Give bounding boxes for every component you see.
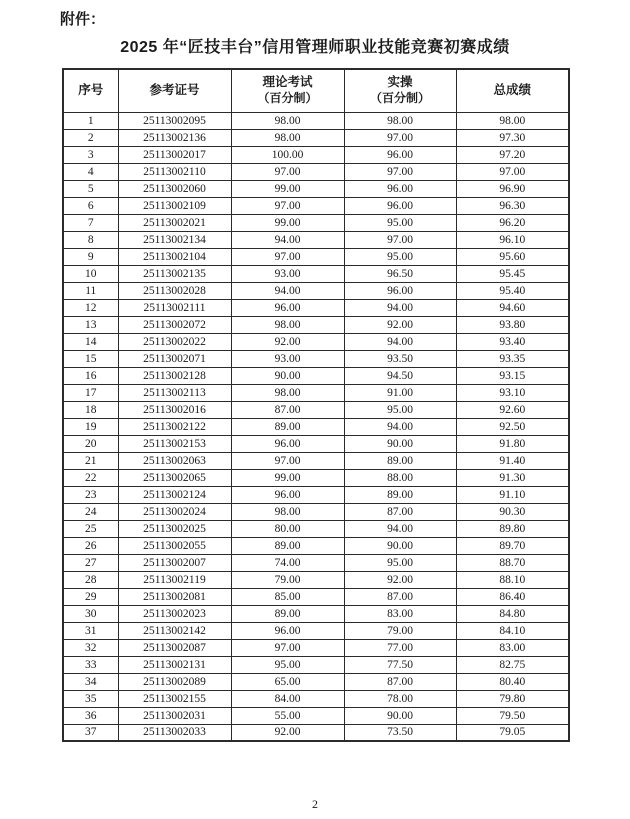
cell-exam-id: 25113002119 [118, 571, 231, 588]
table-row [63, 367, 569, 384]
cell-practical-score: 93.50 [344, 350, 456, 367]
table-row [63, 316, 569, 333]
table-row [63, 146, 569, 163]
col-header-total-label: 总成绩 [493, 82, 531, 97]
col-header-practical-sublabel: （百分制） [369, 91, 430, 106]
cell-practical-score: 87.00 [344, 588, 456, 605]
cell-exam-id: 25113002089 [118, 673, 231, 690]
cell-total-score: 93.15 [456, 367, 569, 384]
cell-exam-id: 25113002022 [118, 333, 231, 350]
cell-total-score: 95.40 [456, 282, 569, 299]
cell-practical-score: 90.00 [344, 537, 456, 554]
cell-exam-id: 25113002128 [118, 367, 231, 384]
cell-exam-id: 25113002113 [118, 384, 231, 401]
cell-practical-score: 87.00 [344, 503, 456, 520]
cell-total-score: 79.05 [456, 724, 569, 741]
table-body [63, 112, 569, 741]
table-row [63, 180, 569, 197]
table-row [63, 112, 569, 129]
cell-exam-id: 25113002124 [118, 486, 231, 503]
table-row [63, 571, 569, 588]
cell-exam-id: 25113002134 [118, 231, 231, 248]
cell-total-score: 93.35 [456, 350, 569, 367]
cell-practical-score: 96.00 [344, 180, 456, 197]
cell-total-score: 93.80 [456, 316, 569, 333]
cell-exam-id: 25113002104 [118, 248, 231, 265]
table-row [63, 503, 569, 520]
cell-theory-score: 92.00 [231, 724, 344, 741]
cell-exam-id: 25113002155 [118, 690, 231, 707]
cell-total-score: 96.90 [456, 180, 569, 197]
cell-exam-id: 25113002122 [118, 418, 231, 435]
cell-practical-score: 96.00 [344, 146, 456, 163]
table-row [63, 333, 569, 350]
cell-practical-score: 89.00 [344, 452, 456, 469]
table-row [63, 469, 569, 486]
attachment-label: 附件： [60, 11, 106, 28]
cell-practical-score: 94.00 [344, 520, 456, 537]
cell-theory-score: 96.00 [231, 299, 344, 316]
cell-index: 21 [63, 452, 118, 469]
cell-exam-id: 25113002023 [118, 605, 231, 622]
cell-index: 14 [63, 333, 118, 350]
cell-index: 30 [63, 605, 118, 622]
table-row [63, 452, 569, 469]
table-row [63, 214, 569, 231]
cell-practical-score: 94.50 [344, 367, 456, 384]
table-row [63, 588, 569, 605]
cell-exam-id: 25113002135 [118, 265, 231, 282]
cell-theory-score: 89.00 [231, 418, 344, 435]
cell-practical-score: 79.00 [344, 622, 456, 639]
cell-total-score: 82.75 [456, 656, 569, 673]
cell-exam-id: 25113002025 [118, 520, 231, 537]
cell-theory-score: 96.00 [231, 486, 344, 503]
cell-exam-id: 25113002072 [118, 316, 231, 333]
table-row [63, 673, 569, 690]
cell-total-score: 89.80 [456, 520, 569, 537]
cell-theory-score: 84.00 [231, 690, 344, 707]
cell-index: 29 [63, 588, 118, 605]
cell-total-score: 86.40 [456, 588, 569, 605]
cell-exam-id: 25113002095 [118, 112, 231, 129]
col-header-exam-id-label: 参考证号 [149, 82, 200, 97]
cell-total-score: 95.60 [456, 248, 569, 265]
cell-exam-id: 25113002142 [118, 622, 231, 639]
cell-total-score: 88.10 [456, 571, 569, 588]
page-number: 2 [312, 797, 318, 811]
cell-practical-score: 97.00 [344, 163, 456, 180]
cell-total-score: 91.80 [456, 435, 569, 452]
col-header-theory [231, 69, 344, 112]
cell-practical-score: 96.00 [344, 282, 456, 299]
cell-theory-score: 94.00 [231, 282, 344, 299]
cell-theory-score: 97.00 [231, 197, 344, 214]
cell-total-score: 95.45 [456, 265, 569, 282]
cell-index: 4 [63, 163, 118, 180]
cell-total-score: 93.10 [456, 384, 569, 401]
cell-index: 3 [63, 146, 118, 163]
cell-theory-score: 90.00 [231, 367, 344, 384]
cell-exam-id: 25113002031 [118, 707, 231, 724]
cell-theory-score: 93.00 [231, 350, 344, 367]
cell-practical-score: 88.00 [344, 469, 456, 486]
cell-total-score: 91.30 [456, 469, 569, 486]
cell-total-score: 91.10 [456, 486, 569, 503]
col-header-theory-label: 理论考试 [262, 75, 313, 90]
cell-total-score: 79.80 [456, 690, 569, 707]
cell-total-score: 84.80 [456, 605, 569, 622]
cell-index: 2 [63, 129, 118, 146]
cell-practical-score: 97.00 [344, 231, 456, 248]
table-row [63, 197, 569, 214]
cell-theory-score: 85.00 [231, 588, 344, 605]
cell-theory-score: 97.00 [231, 639, 344, 656]
cell-practical-score: 95.00 [344, 401, 456, 418]
cell-index: 18 [63, 401, 118, 418]
cell-index: 19 [63, 418, 118, 435]
cell-practical-score: 92.00 [344, 571, 456, 588]
table-row [63, 350, 569, 367]
cell-index: 5 [63, 180, 118, 197]
cell-theory-score: 87.00 [231, 401, 344, 418]
cell-total-score: 98.00 [456, 112, 569, 129]
cell-practical-score: 98.00 [344, 112, 456, 129]
cell-exam-id: 25113002028 [118, 282, 231, 299]
cell-index: 26 [63, 537, 118, 554]
cell-practical-score: 90.00 [344, 707, 456, 724]
cell-practical-score: 97.00 [344, 129, 456, 146]
cell-index: 31 [63, 622, 118, 639]
cell-index: 34 [63, 673, 118, 690]
cell-theory-score: 98.00 [231, 503, 344, 520]
table-row [63, 163, 569, 180]
cell-index: 20 [63, 435, 118, 452]
cell-index: 10 [63, 265, 118, 282]
cell-total-score: 93.40 [456, 333, 569, 350]
cell-theory-score: 80.00 [231, 520, 344, 537]
cell-practical-score: 77.00 [344, 639, 456, 656]
table-row [63, 537, 569, 554]
cell-exam-id: 25113002055 [118, 537, 231, 554]
cell-theory-score: 99.00 [231, 180, 344, 197]
cell-index: 17 [63, 384, 118, 401]
cell-index: 25 [63, 520, 118, 537]
col-header-theory-sublabel: （百分制） [257, 91, 318, 106]
cell-index: 23 [63, 486, 118, 503]
cell-exam-id: 25113002016 [118, 401, 231, 418]
cell-theory-score: 93.00 [231, 265, 344, 282]
cell-practical-score: 95.00 [344, 554, 456, 571]
cell-exam-id: 25113002111 [118, 299, 231, 316]
table-row [63, 282, 569, 299]
cell-practical-score: 94.00 [344, 418, 456, 435]
table-row [63, 707, 569, 724]
cell-total-score: 83.00 [456, 639, 569, 656]
table-row [63, 435, 569, 452]
cell-total-score: 79.50 [456, 707, 569, 724]
cell-practical-score: 95.00 [344, 248, 456, 265]
cell-theory-score: 94.00 [231, 231, 344, 248]
cell-practical-score: 91.00 [344, 384, 456, 401]
cell-theory-score: 65.00 [231, 673, 344, 690]
table-row [63, 724, 569, 741]
cell-theory-score: 100.00 [231, 146, 344, 163]
table-row [63, 231, 569, 248]
cell-theory-score: 95.00 [231, 656, 344, 673]
table-row [63, 248, 569, 265]
cell-practical-score: 90.00 [344, 435, 456, 452]
cell-exam-id: 25113002153 [118, 435, 231, 452]
cell-total-score: 94.60 [456, 299, 569, 316]
cell-index: 24 [63, 503, 118, 520]
cell-practical-score: 87.00 [344, 673, 456, 690]
cell-practical-score: 83.00 [344, 605, 456, 622]
cell-index: 9 [63, 248, 118, 265]
cell-theory-score: 89.00 [231, 605, 344, 622]
col-header-index [63, 69, 118, 112]
cell-exam-id: 25113002109 [118, 197, 231, 214]
cell-index: 22 [63, 469, 118, 486]
cell-total-score: 91.40 [456, 452, 569, 469]
table-row [63, 401, 569, 418]
col-header-index-label: 序号 [78, 82, 104, 97]
cell-index: 27 [63, 554, 118, 571]
cell-index: 37 [63, 724, 118, 741]
table-row [63, 418, 569, 435]
cell-index: 35 [63, 690, 118, 707]
cell-total-score: 96.10 [456, 231, 569, 248]
cell-theory-score: 99.00 [231, 214, 344, 231]
cell-theory-score: 99.00 [231, 469, 344, 486]
cell-theory-score: 98.00 [231, 384, 344, 401]
cell-exam-id: 25113002087 [118, 639, 231, 656]
cell-theory-score: 55.00 [231, 707, 344, 724]
cell-exam-id: 25113002060 [118, 180, 231, 197]
table-row [63, 486, 569, 503]
cell-practical-score: 78.00 [344, 690, 456, 707]
cell-theory-score: 96.00 [231, 435, 344, 452]
cell-total-score: 92.50 [456, 418, 569, 435]
cell-total-score: 96.20 [456, 214, 569, 231]
cell-practical-score: 94.00 [344, 299, 456, 316]
cell-exam-id: 25113002017 [118, 146, 231, 163]
table-row [63, 299, 569, 316]
cell-index: 32 [63, 639, 118, 656]
table-row [63, 639, 569, 656]
col-header-practical-label: 实操 [387, 75, 413, 90]
cell-practical-score: 92.00 [344, 316, 456, 333]
table-row [63, 384, 569, 401]
cell-index: 33 [63, 656, 118, 673]
cell-total-score: 88.70 [456, 554, 569, 571]
cell-index: 12 [63, 299, 118, 316]
cell-exam-id: 25113002007 [118, 554, 231, 571]
cell-theory-score: 98.00 [231, 316, 344, 333]
cell-theory-score: 98.00 [231, 112, 344, 129]
cell-total-score: 80.40 [456, 673, 569, 690]
cell-exam-id: 25113002110 [118, 163, 231, 180]
cell-index: 16 [63, 367, 118, 384]
cell-practical-score: 77.50 [344, 656, 456, 673]
cell-exam-id: 25113002065 [118, 469, 231, 486]
cell-total-score: 89.70 [456, 537, 569, 554]
table-row [63, 656, 569, 673]
cell-theory-score: 89.00 [231, 537, 344, 554]
cell-practical-score: 95.00 [344, 214, 456, 231]
cell-index: 8 [63, 231, 118, 248]
cell-practical-score: 96.50 [344, 265, 456, 282]
table-header [63, 69, 569, 112]
cell-total-score: 90.30 [456, 503, 569, 520]
cell-exam-id: 25113002024 [118, 503, 231, 520]
table-row [63, 265, 569, 282]
table-row [63, 520, 569, 537]
cell-exam-id: 25113002071 [118, 350, 231, 367]
table-row [63, 554, 569, 571]
cell-total-score: 97.30 [456, 129, 569, 146]
table-row [63, 605, 569, 622]
cell-total-score: 97.00 [456, 163, 569, 180]
cell-theory-score: 98.00 [231, 129, 344, 146]
cell-index: 6 [63, 197, 118, 214]
cell-total-score: 96.30 [456, 197, 569, 214]
cell-total-score: 92.60 [456, 401, 569, 418]
cell-theory-score: 97.00 [231, 163, 344, 180]
cell-theory-score: 97.00 [231, 452, 344, 469]
cell-theory-score: 92.00 [231, 333, 344, 350]
cell-practical-score: 96.00 [344, 197, 456, 214]
col-header-practical [344, 69, 456, 112]
cell-total-score: 97.20 [456, 146, 569, 163]
cell-total-score: 84.10 [456, 622, 569, 639]
cell-index: 36 [63, 707, 118, 724]
page-title: 2025 年“匠技丰台”信用管理师职业技能竞赛初赛成绩 [120, 39, 510, 56]
cell-exam-id: 25113002063 [118, 452, 231, 469]
cell-theory-score: 79.00 [231, 571, 344, 588]
cell-practical-score: 89.00 [344, 486, 456, 503]
header-row [63, 69, 569, 112]
cell-exam-id: 25113002136 [118, 129, 231, 146]
cell-index: 11 [63, 282, 118, 299]
cell-exam-id: 25113002021 [118, 214, 231, 231]
table-row [63, 690, 569, 707]
cell-theory-score: 96.00 [231, 622, 344, 639]
cell-index: 1 [63, 112, 118, 129]
cell-practical-score: 94.00 [344, 333, 456, 350]
table-row [63, 129, 569, 146]
cell-exam-id: 25113002033 [118, 724, 231, 741]
cell-theory-score: 97.00 [231, 248, 344, 265]
cell-practical-score: 73.50 [344, 724, 456, 741]
results-table [62, 68, 570, 742]
cell-index: 7 [63, 214, 118, 231]
cell-index: 15 [63, 350, 118, 367]
cell-exam-id: 25113002131 [118, 656, 231, 673]
cell-index: 13 [63, 316, 118, 333]
cell-theory-score: 74.00 [231, 554, 344, 571]
table-row [63, 622, 569, 639]
cell-exam-id: 25113002081 [118, 588, 231, 605]
cell-index: 28 [63, 571, 118, 588]
col-header-total [456, 69, 569, 112]
col-header-exam-id [118, 69, 231, 112]
